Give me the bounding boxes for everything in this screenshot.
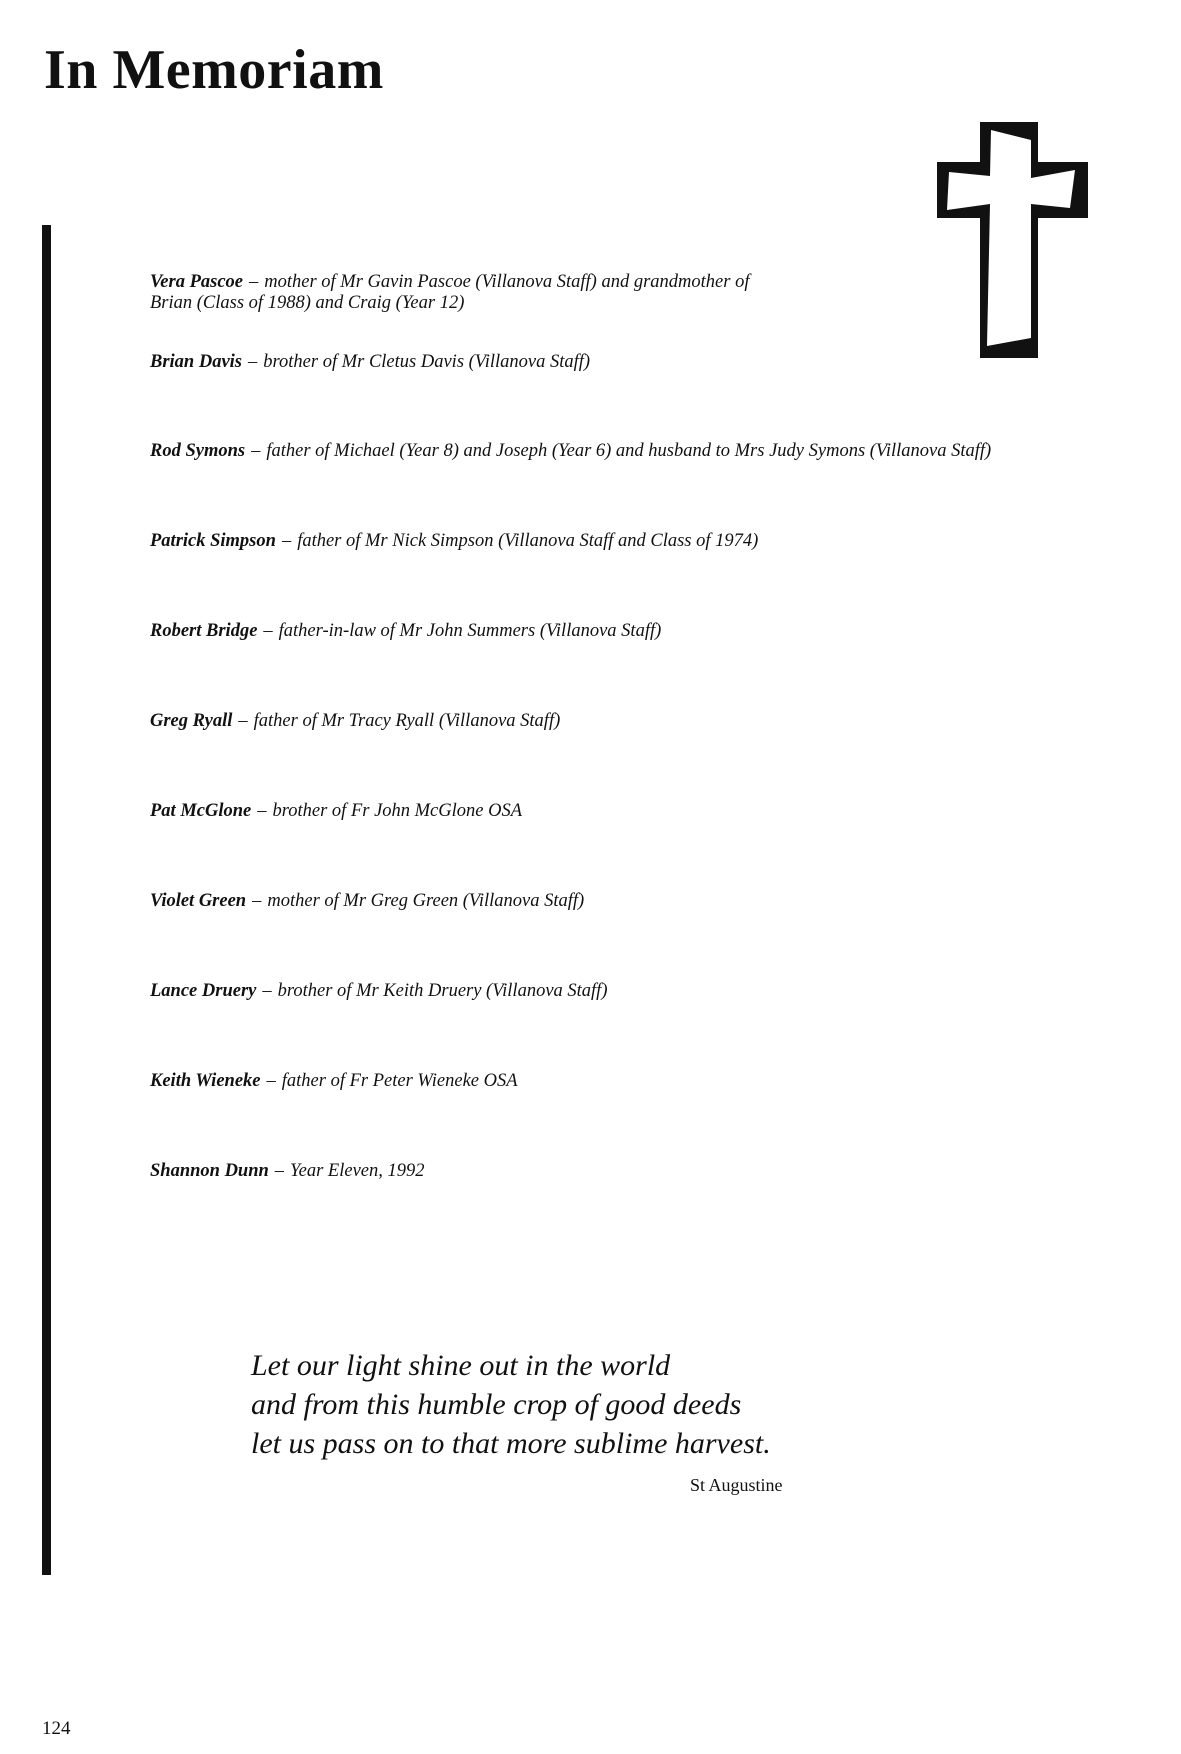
entry-name: Patrick Simpson [150,531,276,551]
entry-relation: brother of Fr John McGlone OSA [272,801,523,821]
list-item [150,981,1110,1002]
list-item [150,272,1110,314]
entry-dash: – [274,1161,285,1181]
list-item [150,891,1110,912]
cross-icon [935,120,1090,360]
entry-dash: – [257,801,267,821]
quote-line: and from this humble crop of good deeds [251,1388,742,1421]
entry-relation: father of Mr Tracy Ryall (Villanova Staff) [253,711,561,731]
entry-dash: – [249,272,259,292]
entry-relation: father of Mr Nick Simpson (Villanova Staff and Class of 1974) [297,531,759,551]
entry-name: Pat McGlone [150,801,252,821]
list-item [150,1071,1110,1092]
entry-name: Rod Symons [150,441,246,461]
closing-quote [251,1346,771,1463]
quote-attribution: St Augustine [690,1475,783,1495]
entry-name: Keith Wieneke [150,1071,261,1091]
list-item [150,621,1110,642]
entry-relation: father-in-law of Mr John Summers (Villanova Staff) [278,621,662,641]
entry-dash: – [251,441,261,461]
entry-dash: – [262,981,272,1001]
list-item [150,531,1110,552]
list-item [150,801,1110,822]
entry-dash: – [266,1071,276,1091]
entry-relation-continued: Brian (Class of 1988) and Craig (Year 12) [150,293,465,313]
entry-name: Brian Davis [150,352,243,372]
entry-dash: – [248,352,258,372]
entry-name: Shannon Dunn [150,1161,269,1181]
entry-relation: mother of Mr Greg Green (Villanova Staff) [267,891,585,911]
entry-dash: – [281,531,292,551]
list-item [150,352,1110,373]
entry-relation: Year Eleven, 1992 [290,1161,425,1181]
entry-name: Violet Green [150,891,247,911]
entry-name: Robert Bridge [150,621,258,641]
list-item [150,1161,1110,1182]
page-number: 124 [42,1718,71,1739]
page-title: In Memoriam [44,39,384,101]
quote-line: let us pass on to that more sublime harvest. [251,1427,771,1460]
entry-relation: brother of Mr Keith Druery (Villanova Staff) [277,981,608,1001]
list-item [150,711,1110,732]
entry-dash: – [252,891,262,911]
quote-line: Let our light shine out in the world [251,1349,671,1382]
entry-name: Lance Druery [150,981,257,1001]
entry-relation: father of Michael (Year 8) and Joseph (Year 6) and husband to Mrs Judy Symons (Villanova Staff) [266,441,992,461]
entry-relation: brother of Mr Cletus Davis (Villanova Staff) [263,352,591,372]
entry-relation: father of Fr Peter Wieneke OSA [281,1071,518,1091]
list-item [150,441,1110,462]
entry-dash: – [263,621,273,641]
entry-dash: – [238,711,248,731]
entry-name: Greg Ryall [150,711,233,731]
entry-name: Vera Pascoe [150,272,243,292]
entry-relation: mother of Mr Gavin Pascoe (Villanova Staff) and grandmother of [264,272,750,292]
vertical-rule [42,225,51,1575]
